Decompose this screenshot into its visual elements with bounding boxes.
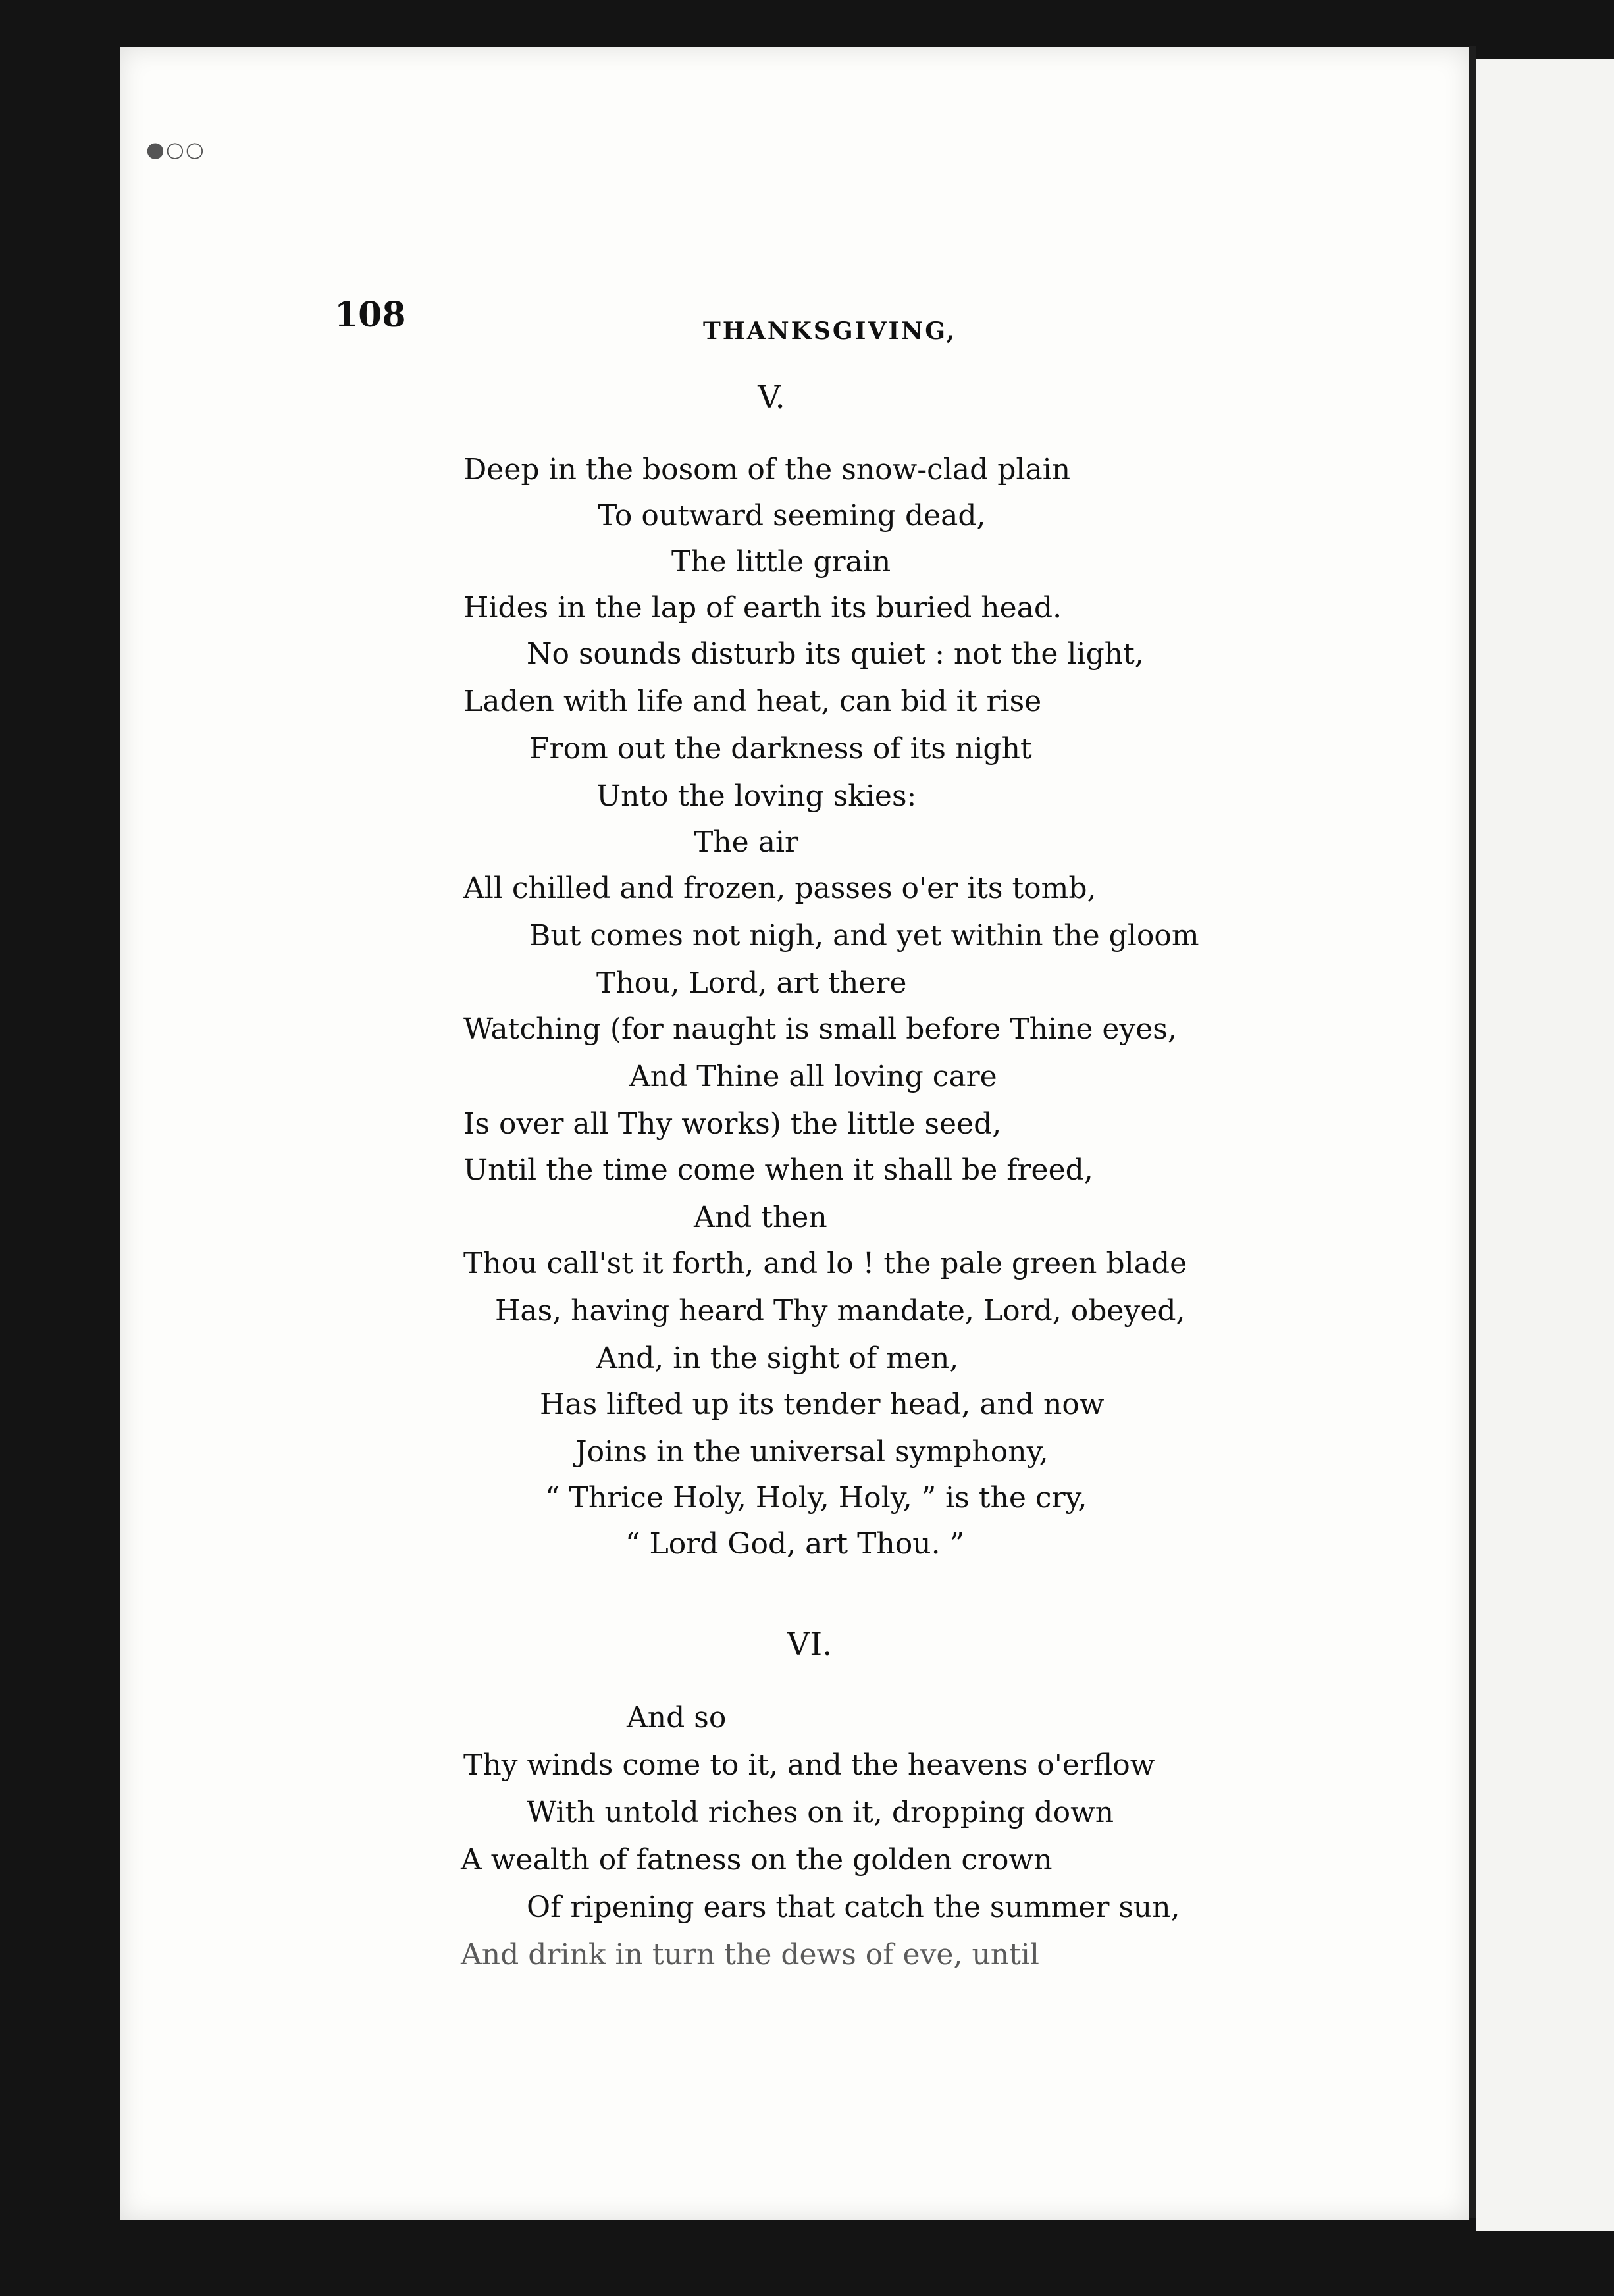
verse-line: “ Thrice Holy, Holy, Holy, ” is the cry,: [545, 1481, 1087, 1515]
verse-line: And so: [627, 1701, 727, 1735]
verse-line: Thy winds come to it, and the heavens o'erflow: [463, 1748, 1155, 1782]
verse-line: Deep in the bosom of the snow-clad plain: [463, 453, 1071, 486]
verse-line: “ Lord God, art Thou. ”: [625, 1527, 965, 1561]
verse-line: And Thine all loving care: [629, 1060, 997, 1093]
verse-line: But comes not nigh, and yet within the gloom: [529, 919, 1199, 952]
section-numeral-vi: VI.: [787, 1626, 833, 1663]
verse-line: Has, having heard Thy mandate, Lord, obeyed,: [495, 1294, 1185, 1328]
page-edge-shadow: [1469, 46, 1476, 2218]
verse-line: Joins in the universal symphony,: [575, 1435, 1049, 1469]
verse-line: From out the darkness of its night: [529, 732, 1032, 766]
verse-line: Until the time come when it shall be freed,: [463, 1153, 1093, 1187]
section-numeral-v: V.: [758, 379, 785, 416]
verse-line: Thou call'st it forth, and lo ! the pale green blade: [463, 1247, 1187, 1280]
verse-line: Thou, Lord, art there: [596, 966, 907, 1000]
verse-line: To outward seeming dead,: [598, 499, 986, 533]
verse-line: Of ripening ears that catch the summer sun,: [527, 1891, 1180, 1924]
verse-line: The air: [694, 825, 799, 859]
verse-line: Laden with life and heat, can bid it rise: [463, 685, 1042, 718]
verse-line: And, in the sight of men,: [596, 1342, 959, 1375]
page-number: 108: [334, 295, 406, 335]
verse-line: With untold riches on it, dropping down: [527, 1796, 1114, 1829]
verse-line: No sounds disturb its quiet : not the light,: [527, 637, 1144, 671]
verse-line: Watching (for naught is small before Thine eyes,: [463, 1012, 1177, 1046]
verse-line: Hides in the lap of earth its buried head.: [463, 591, 1062, 625]
running-head: THANKSGIVING,: [703, 317, 957, 345]
ink-speck-mark: ●○○: [146, 137, 205, 162]
verse-line: The little grain: [671, 545, 891, 579]
verse-line: And drink in turn the dews of eve, until: [461, 1938, 1039, 1971]
verse-line: A wealth of fatness on the golden crown: [461, 1843, 1053, 1877]
verse-line: Unto the loving skies:: [596, 779, 917, 813]
verse-line: And then: [694, 1201, 827, 1234]
verse-line: Has lifted up its tender head, and now: [540, 1388, 1105, 1421]
verse-line: All chilled and frozen, passes o'er its tomb,: [463, 872, 1097, 905]
facing-page-strip: [1476, 59, 1614, 2231]
verse-line: Is over all Thy works) the little seed,: [463, 1107, 1002, 1141]
